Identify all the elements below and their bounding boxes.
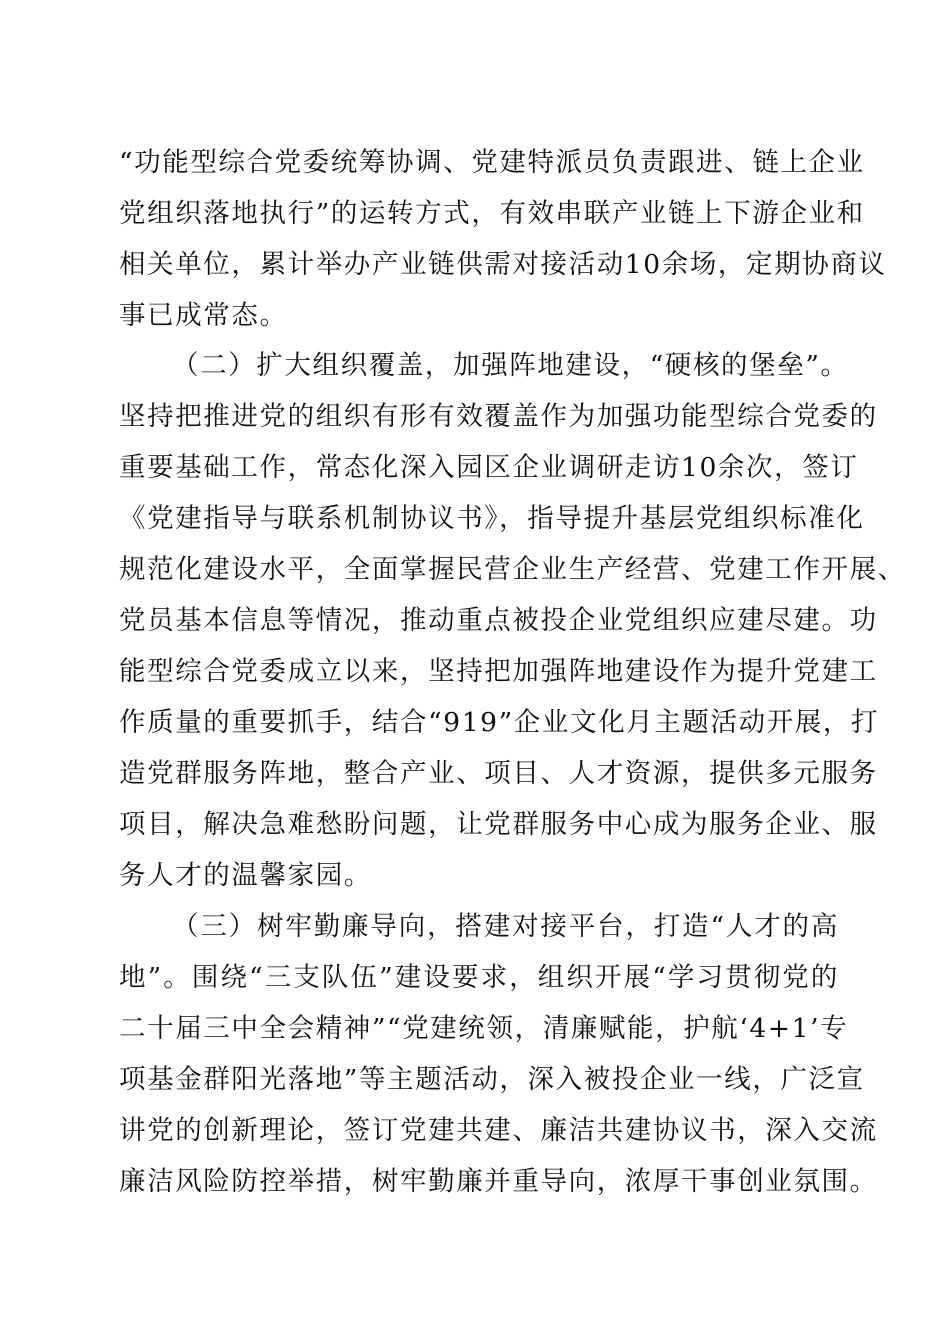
paragraph-1-line-3: 相关单位，累计举办产业链供需对接活动10余场，定期协商议 [119,249,887,280]
paragraph-1-line-1: “功能型综合党委统筹协调、党建特派员负责跟进、链上企业 [119,147,865,178]
paragraph-2-line-7: 能型综合党委成立以来，坚持把加强阵地建设作为提升党建工 [119,656,878,687]
paragraph-2-line-2: 坚持把推进党的组织有形有效覆盖作为加强功能型综合党委的 [119,401,878,432]
paragraph-3-line-3: 二十届三中全会精神”“党建统领，清廉赋能，护航‘4+1’专 [119,1013,849,1044]
paragraph-1-line-4: 事已成常态。 [119,300,288,331]
paragraph-2-line-4: 《党建指导与联系机制协议书》，指导提升基层党组织标准化 [119,503,865,534]
paragraph-1-line-2: 党组织落地执行”的运转方式，有效串联产业链上下游企业和 [119,198,865,229]
paragraph-2-line-8: 作质量的重要抓手，结合“919”企业文化月主题活动开展，打 [119,707,880,738]
paragraph-3-line-6: 廉洁风险防控举措，树牢勤廉并重导向，浓厚干事创业氛围。 [119,1166,878,1197]
section-3-heading: （三）树牢勤廉导向，搭建对接平台，打造“人才的高 [172,911,839,942]
paragraph-2-line-10: 项目，解决急难愁盼问题，让党群服务中心成为服务企业、服 [119,809,878,840]
paragraph-3-line-2: 地”。围绕“三支队伍”建设要求，组织开展“学习贯彻党的 [119,962,839,993]
paragraph-2-line-11: 务人才的温馨家园。 [119,860,372,891]
section-2-heading: （二）扩大组织覆盖，加强阵地建设，“硬核的堡垒”。 [172,350,849,381]
paragraph-2-line-3: 重要基础工作，常态化深入园区企业调研走访10余次，签订 [119,452,859,483]
paragraph-2-line-9: 造党群服务阵地，整合产业、项目、人才资源，提供多元服务 [119,758,878,789]
paragraph-2-line-5: 规范化建设水平，全面掌握民营企业生产经营、党建工作开展、 [119,554,906,585]
paragraph-3-line-5: 讲党的创新理论，签订党建共建、廉洁共建协议书，深入交流 [119,1115,878,1146]
paragraph-3-line-4: 项基金群阳光落地”等主题活动，深入被投企业一线，广泛宣 [119,1064,865,1095]
paragraph-2-line-6: 党员基本信息等情况，推动重点被投企业党组织应建尽建。功 [119,605,878,636]
